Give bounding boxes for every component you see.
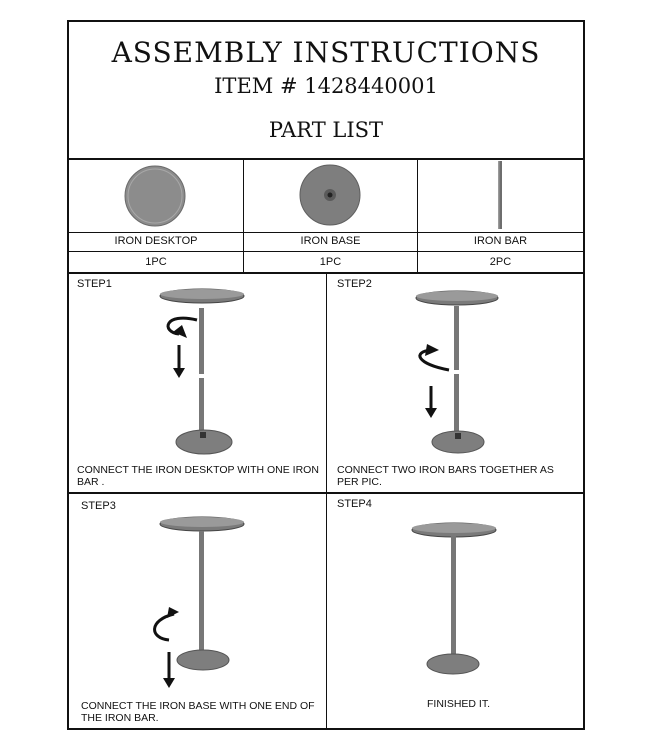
step-1 bbox=[69, 272, 326, 492]
step-description: CONNECT THE IRON BASE WITH ONE END OF THE IRON BAR. bbox=[81, 700, 315, 724]
header bbox=[69, 22, 583, 160]
step-label: STEP4 bbox=[337, 498, 372, 510]
step-2-illustration bbox=[327, 272, 583, 492]
part-name: IRON BASE bbox=[244, 232, 417, 252]
step-label: STEP3 bbox=[81, 500, 116, 512]
step-3-illustration bbox=[69, 494, 326, 728]
step-4 bbox=[327, 494, 583, 728]
step-label: STEP2 bbox=[337, 278, 372, 290]
step-3 bbox=[69, 494, 326, 728]
part-iron-base bbox=[244, 158, 417, 272]
part-name: IRON DESKTOP bbox=[69, 232, 243, 252]
part-qty: 1PC bbox=[145, 256, 167, 268]
bar-icon bbox=[418, 158, 583, 232]
item-number: ITEM # 1428440001 bbox=[214, 74, 438, 98]
part-list-table bbox=[69, 158, 583, 274]
part-qty: 1PC bbox=[319, 256, 342, 268]
step-2 bbox=[327, 272, 583, 492]
part-list-heading: PART LIST bbox=[268, 118, 384, 142]
part-iron-bar bbox=[418, 158, 583, 272]
part-name: IRON BAR bbox=[418, 232, 583, 252]
step-description: FINISHED IT. bbox=[427, 698, 491, 710]
steps-grid bbox=[69, 272, 583, 728]
step-4-illustration bbox=[327, 494, 583, 728]
step-1-illustration bbox=[69, 272, 326, 492]
page-title: ASSEMBLY INSTRUCTIONS bbox=[111, 36, 541, 69]
desktop-disc-icon bbox=[69, 158, 243, 232]
assembly-sheet bbox=[67, 20, 585, 730]
step-description: CONNECT THE IRON DESKTOP WITH ONE IRON BAR . bbox=[77, 464, 319, 488]
step-description: CONNECT TWO IRON BARS TOGETHER AS PER PIC. bbox=[337, 464, 554, 488]
part-iron-desktop bbox=[69, 158, 243, 272]
step-label: STEP1 bbox=[77, 278, 112, 290]
part-qty: 2PC bbox=[489, 256, 512, 268]
base-disc-icon bbox=[244, 158, 417, 232]
